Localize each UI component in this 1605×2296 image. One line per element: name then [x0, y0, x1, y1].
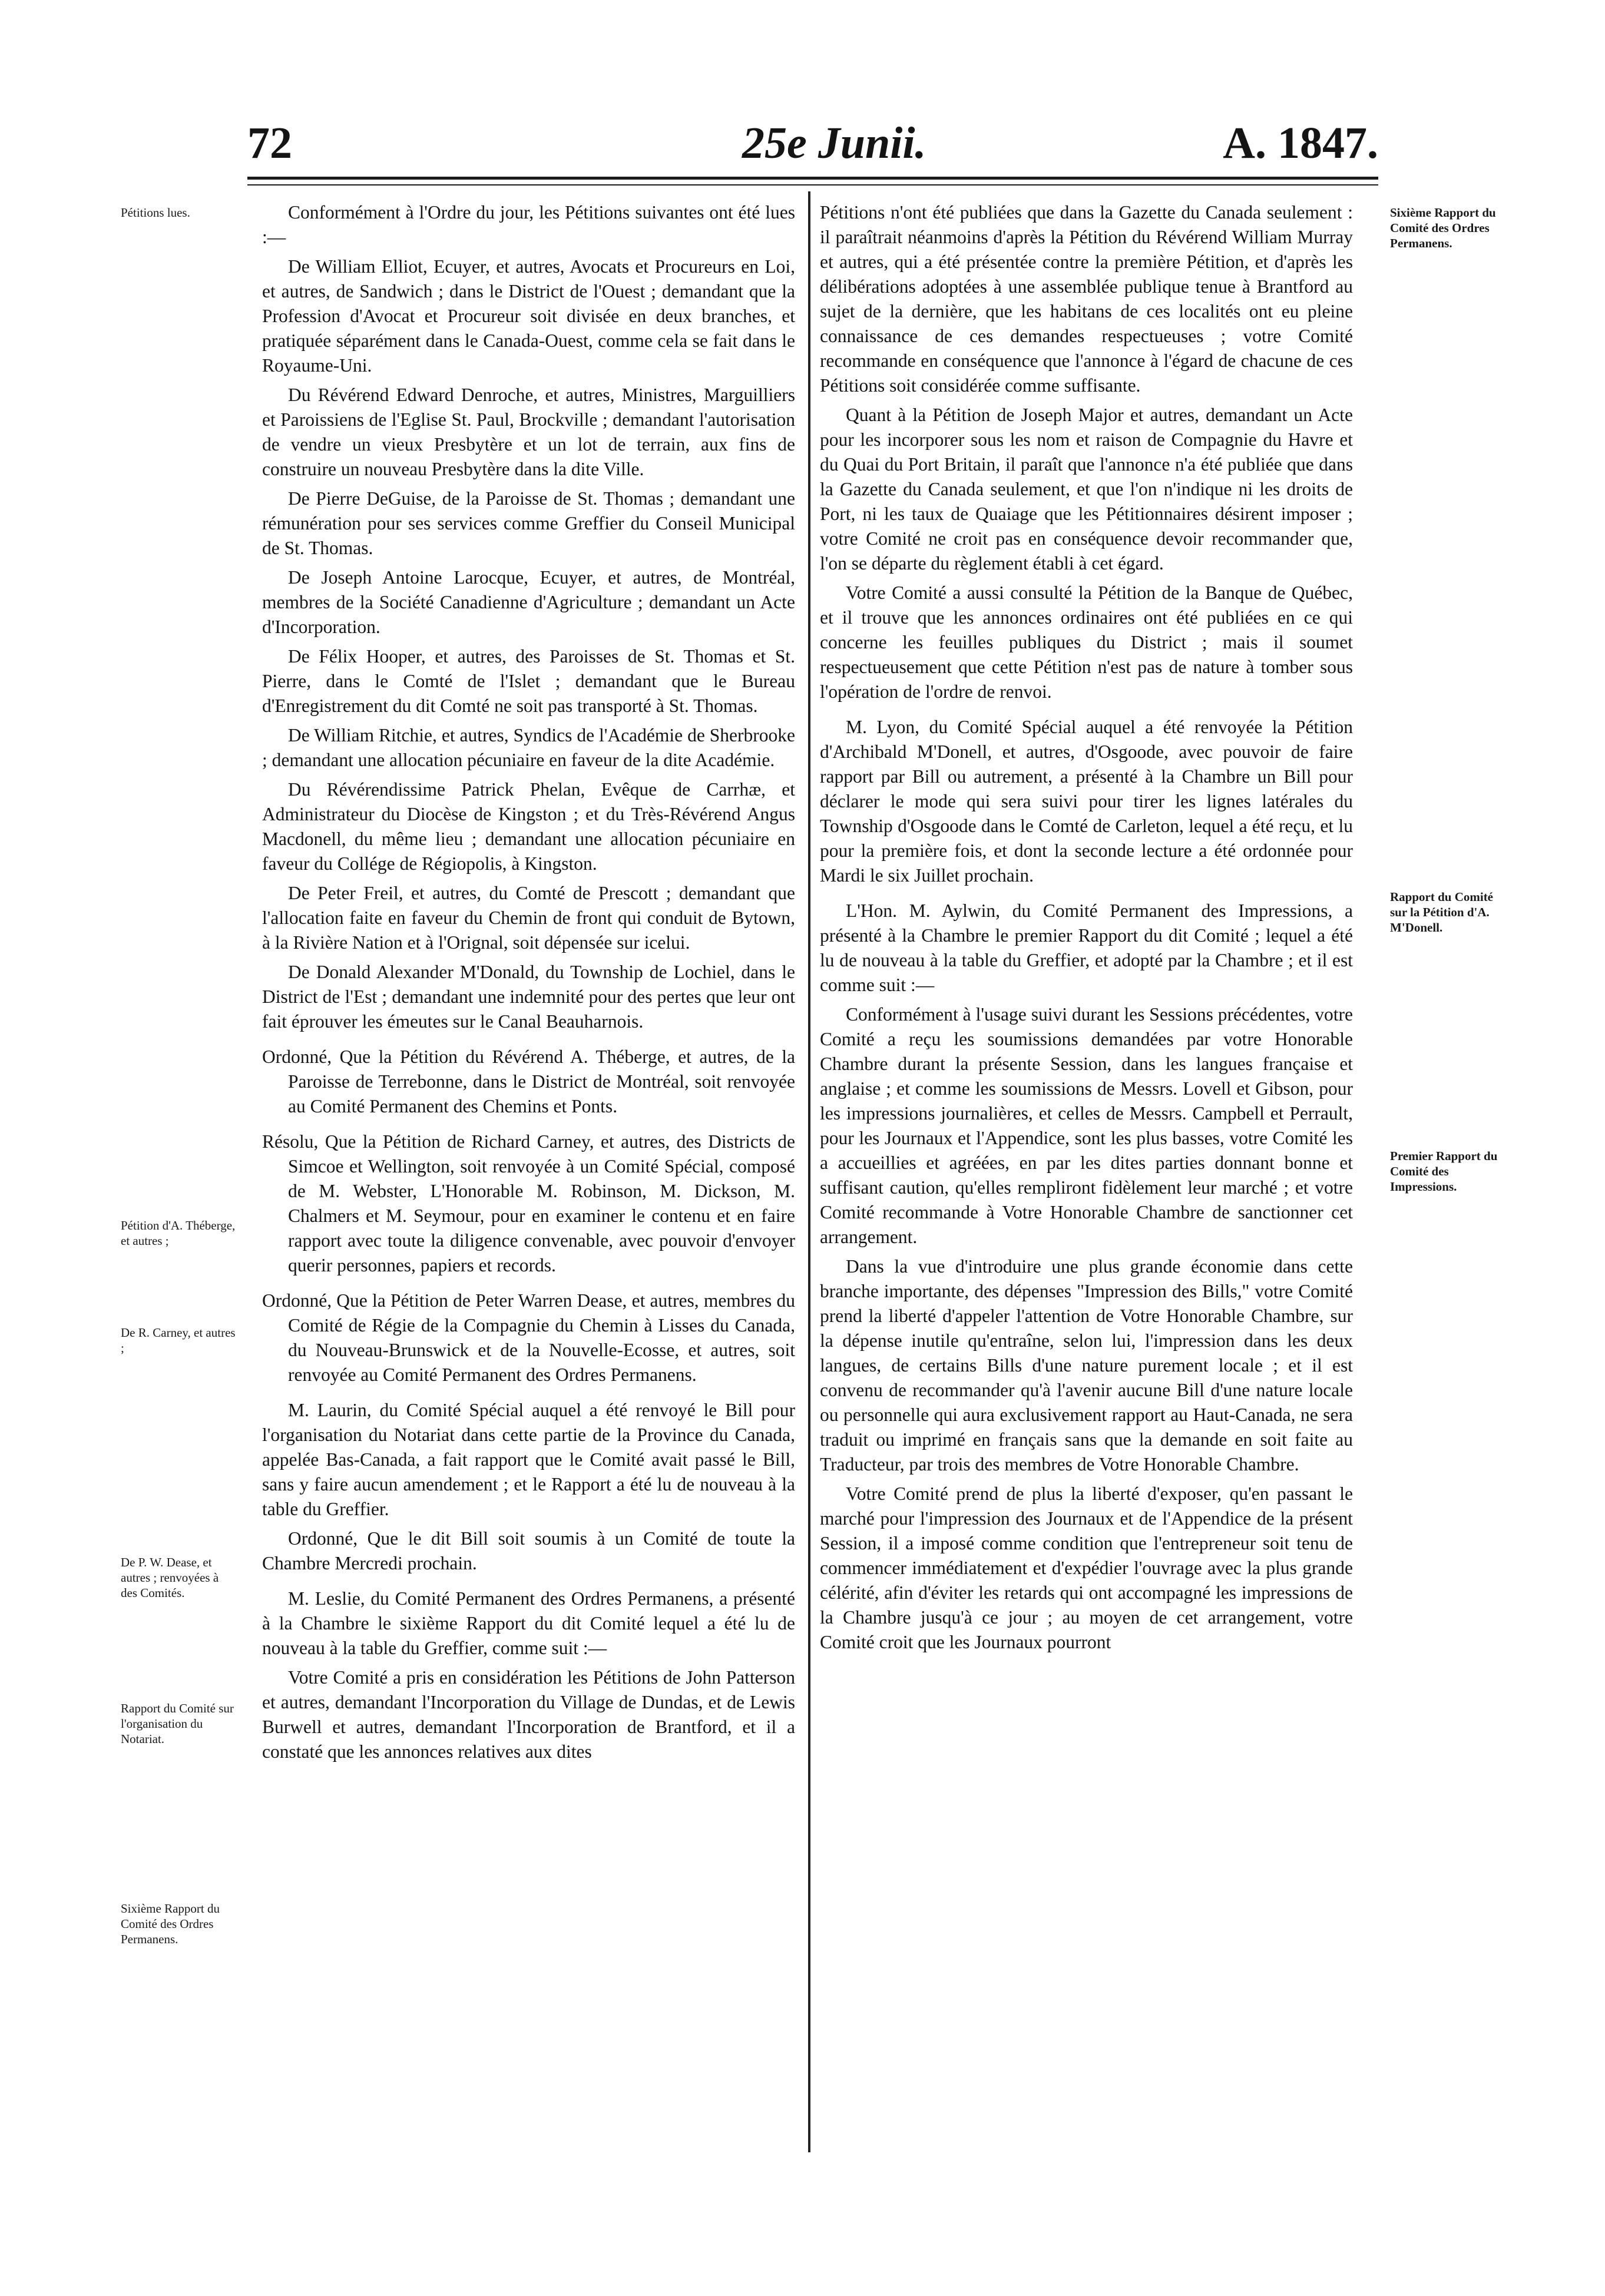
order-paragraph: Ordonné, Que la Pétition de Peter Warren Dease, et autres, membres du Comité de Régie de la Compagnie du Chemin à Lisses du Canada, du Nouveau-Brunswick et de la Nouvelle-Ecosse, et autres, soit renvoyée au Comité Permanent des Ordres Permanens.: [262, 1290, 795, 1385]
paragraph: De William Ritchie, et autres, Syndics de l'Académie de Sherbrooke ; demandant une allocation pécuniaire en faveur de la dite Académie.: [262, 725, 795, 770]
paragraph: Du Révérend Edward Denroche, et autres, Ministres, Marguilliers et Paroissiens de l'Eglise St. Paul, Brockville ; demandant l'autorisation de vendre un vieux Presbytère et un lot de terrain, aux fins de construire un nouveau Presbytère dans la dite Ville.: [262, 385, 795, 479]
paragraph: Votre Comité a aussi consulté la Pétition de la Banque de Québec, et il trouve que les annonces ordinaires ont été publiées en ce qui concerne les feuilles publiques du District ; mais il soumet respectueusement que cette Pétition n'est pas de nature à tomber sous l'opération de l'ordre de renvoi.: [820, 582, 1353, 702]
session-year: A. 1847.: [1223, 118, 1378, 168]
report-paragraph: M. Laurin, du Comité Spécial auquel a été renvoyé le Bill pour l'organisation du Notariat dans cette partie de la Province du Canada, appelée Bas-Canada, a fait rapport que le Comité avait passé le Bill, sans y faire aucun amendement ; et le Rapport a été lu de nouveau à la table du Greffier.: [262, 1400, 795, 1519]
margin-note-left: Pétitions lues.: [121, 206, 190, 220]
left-column: [262, 200, 795, 2149]
order-paragraph: Ordonné, Que la Pétition du Révérend A. Théberge, et autres, de la Paroisse de Terrebonne, dans le District de Montréal, soit renvoyée au Comité Permanent des Chemins et Ponts.: [262, 1046, 795, 1116]
session-date: 25e Junii.: [742, 118, 926, 168]
margin-note-right: Sixième Rapport du Comité des Ordres Permanens.: [1390, 206, 1496, 250]
paragraph: De Donald Alexander M'Donald, du Township de Lochiel, dans le District de l'Est ; demandant une indemnité pour des pertes que leur ont fait éprouver les émeutes sur le Canal Beauharnois.: [262, 962, 795, 1032]
paragraph: Votre Comité prend de plus la liberté d'exposer, qu'en passant le marché pour l'impression des Journaux et de l'Appendice de la présent Session, il a imposé comme condition que l'entrepreneur soit tenu de commencer immédiatement et d'expédier l'ouvrage avec la plus grande célérité, afin d'éviter les retards qui ont accompagné les impressions de la Chambre jusqu'à ce jour ; au moyen de cet arrangement, votre Comité croit que les Journaux pourront: [820, 1483, 1353, 1652]
column-divider: [808, 191, 810, 2152]
paragraph: De Joseph Antoine Larocque, Ecuyer, et autres, de Montréal, membres de la Société Canadienne d'Agriculture ; demandant un Acte d'Incorporation.: [262, 567, 795, 637]
paragraph: Du Révérendissime Patrick Phelan, Evêque de Carrhæ, et Administrateur du Diocèse de Kingston ; et du Très-Révérend Angus Macdonell, du même lieu ; demandant une allocation pécuniaire en faveur du Collége de Régiopolis, à Kingston.: [262, 779, 795, 874]
paragraph: Quant à la Pétition de Joseph Major et autres, demandant un Acte pour les incorporer sous les nom et raison de Compagnie du Havre et du Quai du Port Britain, il paraît que l'annonce n'a été publiée que dans la Gazette du Canada seulement, et que l'on n'indique ni les droits de Port, ni les taux de Quaiage que les Pétitionnaires désirent imposer ; votre Comité ne croit pas en conséquence devoir recommander que, l'on se départe du règlement établi à cet égard.: [820, 405, 1353, 574]
paragraph: De Peter Freil, et autres, du Comté de Prescott ; demandant que l'allocation faite en faveur du Chemin de front qui conduit de Bytown, à la Rivière Nation et à l'Orignal, soit dépensée sur icelui.: [262, 883, 795, 953]
margin-note-left: Rapport du Comité sur l'organisation du Notariat.: [121, 1701, 234, 1746]
paragraph: Votre Comité a pris en considération les Pétitions de John Patterson et autres, demandant l'Incorporation du Village de Dundas, et de Lewis Burwell et autres, demandant l'Incorporation de Brantford, et il a constaté que les annonces relatives aux dites: [262, 1667, 795, 1762]
paragraph: Dans la vue d'introduire une plus grande économie dans cette branche importante, des dépenses "Impression des Bills," votre Comité prend la liberté d'appeler l'attention de Votre Honorable Chambre, sur la dépense inutile qu'entraîne, selon lui, l'impression dans les deux langues, de certains Bills d'une nature purement locale ; et il est convenu de recommander qu'à l'avenir aucune Bill d'une nature locale ou personnelle qui aura exclusivement rapport au Haut-Canada, ne sera traduit ou imprimé en français sans que la demande en soit faite au Traducteur, par trois des membres de Votre Honorable Chambre.: [820, 1256, 1353, 1475]
paragraph: De Pierre DeGuise, de la Paroisse de St. Thomas ; demandant une rémunération pour ses services comme Greffier du Conseil Municipal de St. Thomas.: [262, 488, 795, 558]
margin-note-left: Pétition d'A. Théberge, et autres ;: [121, 1218, 236, 1248]
paragraph: Conformément à l'Ordre du jour, les Pétitions suivantes ont été lues :—: [262, 202, 795, 247]
page-header: [247, 112, 1378, 177]
margin-note-right: Rapport du Comité sur la Pétition d'A. M'Donell.: [1390, 890, 1494, 935]
order-paragraph: Ordonné, Que le dit Bill soit soumis à un Comité de toute la Chambre Mercredi prochain.: [262, 1528, 795, 1573]
paragraph: De William Elliot, Ecuyer, et autres, Avocats et Procureurs en Loi, et autres, de Sandwich ; dans le District de l'Ouest ; demandant que la Profession d'Avocat et Procureur soit divisée en deux branches, et pratiquée séparément dans le Canada-Ouest, comme cela se fait dans le Royaume-Uni.: [262, 256, 795, 376]
report-paragraph: M. Leslie, du Comité Permanent des Ordres Permanens, a présenté à la Chambre le sixième Rapport du dit Comité lequel a été lu de nouveau à la table du Greffier, comme suit :—: [262, 1588, 795, 1658]
margin-note-left: De P. W. Dease, et autres ; renvoyées à des Comités.: [121, 1555, 219, 1600]
paragraph: Conformément à l'usage suivi durant les Sessions précédentes, votre Comité a reçu les soumissions demandées par votre Honorable Chambre durant la présente Session, dans les langues française et anglaise ; et comme les soumissions de Messrs. Lovell et Gibson, pour les impressions journalières, et celles de Messrs. Campbell et Perrault, pour les Journaux et l'Appendice, sont les plus basses, votre Comité les a accueillies et agréées, en par les dites parties donnant bonne et suffisant caution, qu'elles rempliront fidèlement leur marché ; et votre Comité recommande à Votre Honorable Chambre de sanctionner cet arrangement.: [820, 1004, 1353, 1247]
margin-note-left: Sixième Rapport du Comité des Ordres Permanens.: [121, 1901, 220, 1946]
resolution-paragraph: Résolu, Que la Pétition de Richard Carney, et autres, des Districts de Simcoe et Wellington, soit renvoyée à un Comité Spécial, composé de M. Webster, L'Honorable M. Robinson, M. Dickson, M. Chalmers et M. Seymour, pour en examiner le contenu et en faire rapport avec toute la diligence convenable, avec pouvoir d'envoyer querir personnes, papiers et records.: [262, 1131, 795, 1275]
report-paragraph: L'Hon. M. Aylwin, du Comité Permanent des Impressions, a présenté à la Chambre le premier Rapport du dit Comité ; lequel a été lu de nouveau à la table du Greffier, et adopté par la Chambre ; et il est comme suit :—: [820, 900, 1353, 995]
margin-note-right: Premier Rapport du Comité des Impressions.: [1390, 1149, 1498, 1194]
right-column: [820, 200, 1353, 2149]
paragraph: De Félix Hooper, et autres, des Paroisses de St. Thomas et St. Pierre, dans le Comté de l'Islet ; demandant que le Bureau d'Enregistrement du dit Comté ne soit pas transporté à St. Thomas.: [262, 646, 795, 716]
header-rule-thick: [247, 177, 1378, 180]
report-paragraph: M. Lyon, du Comité Spécial auquel a été renvoyée la Pétition d'Archibald M'Donell, et autres, d'Osgoode, avec pouvoir de faire rapport par Bill ou autrement, a présenté à la Chambre un Bill pour déclarer le mode qui sera suivi pour tirer les lignes latérales du Township d'Osgoode dans le Comté de Carleton, lequel a été reçu, et lu pour la première fois, et dont la seconde lecture a été ordonnée pour Mardi le six Juillet prochain.: [820, 717, 1353, 886]
page-number: 72: [247, 118, 292, 168]
margin-note-left: De R. Carney, et autres ;: [121, 1326, 236, 1355]
paragraph: Pétitions n'ont été publiées que dans la Gazette du Canada seulement : il paraîtrait néanmoins d'après la Pétition du Révérend William Murray et autres, qui a été présentée contre la première Pétition, et d'après les délibérations adoptées à une assemblée publique tenue à Brantford au sujet de la dernière, que les habitans de ces localités ont eu pleine connaissance de ces demandes respectueuses ; votre Comité recommande en conséquence que l'annonce à l'égard de chacune de ces Pétitions soit considérée comme suffisante.: [820, 202, 1353, 396]
header-rule-thin: [247, 184, 1378, 185]
